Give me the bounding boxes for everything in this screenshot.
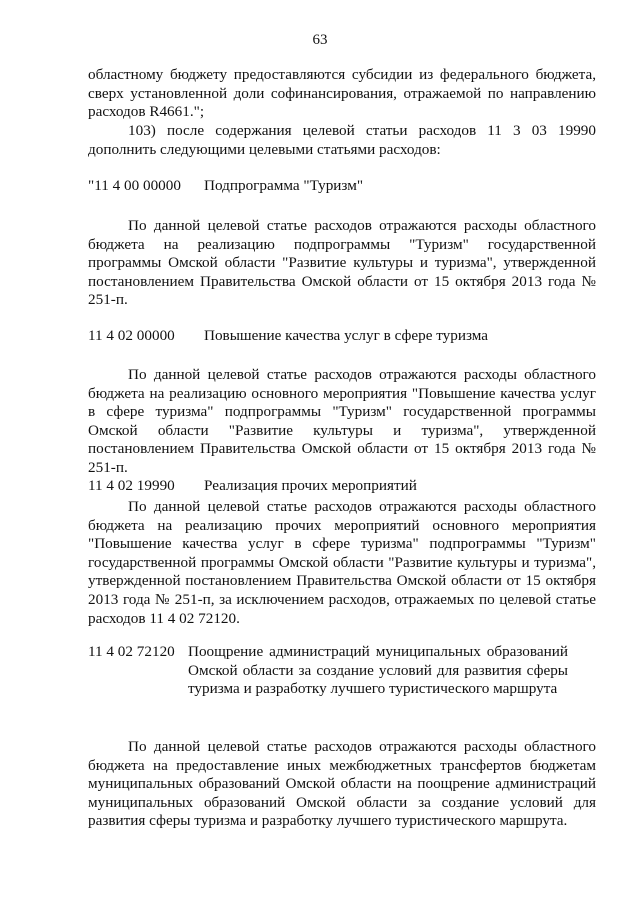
section-title: Повышение качества услуг в сфере туризма: [204, 327, 489, 344]
section-title: Подпрограмма "Туризм": [204, 177, 364, 194]
section-body: По данной целевой статье расходов отражаются расходы областного бюджета на реализацию подпрограммы "Туризм" государственной программы Омской области "Развитие культуры и туризма", утвержденной постановлением Правительства Омской области от 15 октября 2013 года № 251-п.: [88, 217, 596, 309]
section-body: По данной целевой статье расходов отражаются расходы областного бюджета на реализацию прочих мероприятий основного мероприятия "Повышение качества услуг в сфере туризма" подпрограммы "Туризм" государственной программы Омской области "Развитие культуры и туризма", утвержденной постановлением Правительства Омской области от 15 октября 2013 года № 251-п, за исключением расходов, отражаемых по целевой статье расходов 11 4 02 72120.: [88, 498, 596, 627]
section-code: "11 4 00 00000: [88, 177, 181, 194]
section-code: 11 4 02 19990: [88, 477, 175, 494]
section-code: 11 4 02 72120: [88, 643, 175, 660]
section-title: Поощрение администраций муниципальных образований Омской области за создание условий для развития сферы туризма и разработку лучшего туристического маршрута: [188, 643, 568, 698]
section-code: 11 4 02 00000: [88, 327, 175, 344]
section-body: По данной целевой статье расходов отражаются расходы областного бюджета на реализацию основного мероприятия "Повышение качества услуг в сфере туризма" подпрограммы "Туризм" государственной программы Омской области "Развитие культуры и туризма", утвержденной постановлением Правительства Омской области от 15 октября 2013 года № 251-п.: [88, 366, 596, 476]
intro-paragraph: областному бюджету предоставляются субсидии из федерального бюджета, сверх установленной доли софинансирования, отражаемой по направлению расходов R4661.";: [88, 66, 596, 121]
section-title: Реализация прочих мероприятий: [204, 477, 417, 494]
page-number: 63: [312, 32, 328, 48]
item-103-paragraph: 103) после содержания целевой статьи расходов 11 3 03 19990 дополнить следующими целевыми статьями расходов:: [88, 122, 596, 158]
section-body: По данной целевой статье расходов отражаются расходы областного бюджета на предоставление иных межбюджетных трансфертов бюджетам муниципальных образований Омской области на поощрение администраций муниципальных образований Омской области за создание условий для развития сферы туризма и разработку лучшего туристического маршрута.: [88, 738, 596, 830]
